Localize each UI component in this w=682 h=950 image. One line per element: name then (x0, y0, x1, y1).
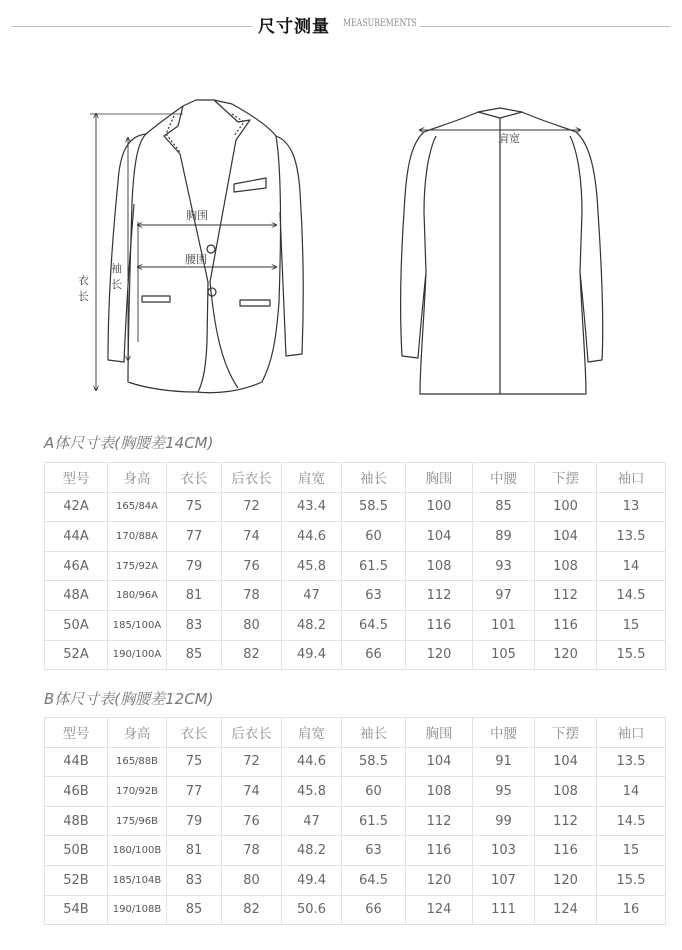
table-cell: 80 (222, 865, 282, 895)
table-cell: 46B (45, 777, 108, 807)
table-cell: 66 (342, 640, 406, 670)
table-cell: 14 (597, 551, 666, 581)
table-cell: 50A (45, 610, 108, 640)
length-label-1: 衣 (78, 274, 89, 287)
table-cell: 170/88A (108, 522, 167, 552)
table-cell: 78 (222, 836, 282, 866)
table-row (45, 610, 666, 640)
table-cell: 105 (473, 640, 535, 670)
table-cell: 48.2 (282, 610, 342, 640)
table-cell: 76 (222, 806, 282, 836)
table-cell: 13 (597, 492, 666, 522)
table-cell: 15 (597, 610, 666, 640)
jacket-back-drawing (401, 108, 603, 394)
table-cell: 108 (535, 777, 597, 807)
table-cell: 170/92B (108, 777, 167, 807)
table-cell: 108 (406, 551, 473, 581)
table-cell: 103 (473, 836, 535, 866)
table-cell: 63 (342, 581, 406, 611)
table-cell: 100 (535, 492, 597, 522)
header-title: 尺寸测量 (258, 17, 330, 37)
column-header: 后衣长 (222, 718, 282, 748)
table-cell: 50B (45, 836, 108, 866)
table-cell: 75 (167, 492, 222, 522)
table-cell: 47 (282, 581, 342, 611)
header-subtitle: MEASUREMENTS (343, 18, 417, 29)
table-cell: 44.6 (282, 747, 342, 777)
table-cell: 45.8 (282, 551, 342, 581)
length-label-2: 长 (78, 290, 89, 303)
table-header-row (45, 463, 666, 493)
column-header: 下摆 (535, 718, 597, 748)
table-cell: 116 (406, 610, 473, 640)
header-rule-right (420, 26, 670, 27)
table-cell: 48.2 (282, 836, 342, 866)
table-cell: 95 (473, 777, 535, 807)
table-cell: 80 (222, 610, 282, 640)
table-cell: 185/100A (108, 610, 167, 640)
table-cell: 58.5 (342, 492, 406, 522)
header-rule-left (12, 26, 252, 27)
jacket-front-drawing (90, 100, 303, 393)
table-cell: 99 (473, 806, 535, 836)
table-row (45, 865, 666, 895)
table-cell: 61.5 (342, 551, 406, 581)
waist-label: 腰围 (185, 253, 207, 266)
table-cell: 175/92A (108, 551, 167, 581)
column-header: 胸围 (406, 463, 473, 493)
table-cell: 61.5 (342, 806, 406, 836)
table-row (45, 522, 666, 552)
table-cell: 112 (535, 581, 597, 611)
table-cell: 116 (535, 610, 597, 640)
suit-measurement-diagram (0, 92, 682, 402)
table-row (45, 895, 666, 925)
table-row (45, 640, 666, 670)
table-cell: 190/100A (108, 640, 167, 670)
table-cell: 77 (167, 777, 222, 807)
table-cell: 64.5 (342, 610, 406, 640)
size-table-b (44, 717, 666, 925)
table-row (45, 581, 666, 611)
shoulder-label: 肩宽 (498, 132, 520, 145)
table-cell: 60 (342, 777, 406, 807)
table-cell: 54B (45, 895, 108, 925)
table-cell: 46A (45, 551, 108, 581)
column-header: 身高 (108, 463, 167, 493)
table-cell: 83 (167, 610, 222, 640)
table-cell: 85 (167, 640, 222, 670)
table-cell: 111 (473, 895, 535, 925)
column-header: 袖口 (597, 463, 666, 493)
table-cell: 15.5 (597, 865, 666, 895)
table-cell: 82 (222, 895, 282, 925)
table-cell: 124 (406, 895, 473, 925)
table-cell: 52A (45, 640, 108, 670)
table-cell: 15.5 (597, 640, 666, 670)
table-cell: 89 (473, 522, 535, 552)
column-header: 肩宽 (282, 718, 342, 748)
table-cell: 43.4 (282, 492, 342, 522)
table-cell: 16 (597, 895, 666, 925)
table-cell: 93 (473, 551, 535, 581)
table-cell: 124 (535, 895, 597, 925)
table-cell: 47 (282, 806, 342, 836)
sleeve-label-1: 袖 (111, 262, 122, 275)
table-cell: 165/88B (108, 747, 167, 777)
table-cell: 120 (406, 865, 473, 895)
column-header: 衣长 (167, 718, 222, 748)
table-cell: 83 (167, 865, 222, 895)
table-cell: 120 (406, 640, 473, 670)
sleeve-label-2: 长 (111, 278, 122, 291)
table-cell: 104 (535, 747, 597, 777)
table-b-title: B体尺寸表(胸腰差12CM) (44, 690, 214, 708)
table-cell: 104 (406, 522, 473, 552)
table-cell: 58.5 (342, 747, 406, 777)
column-header: 袖长 (342, 718, 406, 748)
table-cell: 13.5 (597, 522, 666, 552)
table-cell: 44.6 (282, 522, 342, 552)
table-cell: 116 (406, 836, 473, 866)
table-row (45, 747, 666, 777)
table-cell: 42A (45, 492, 108, 522)
table-cell: 63 (342, 836, 406, 866)
table-cell: 48A (45, 581, 108, 611)
table-cell: 190/108B (108, 895, 167, 925)
table-cell: 44B (45, 747, 108, 777)
column-header: 型号 (45, 718, 108, 748)
table-cell: 66 (342, 895, 406, 925)
table-cell: 175/96B (108, 806, 167, 836)
table-cell: 14 (597, 777, 666, 807)
table-cell: 49.4 (282, 865, 342, 895)
column-header: 中腰 (473, 718, 535, 748)
table-header-row (45, 718, 666, 748)
table-cell: 85 (167, 895, 222, 925)
column-header: 袖长 (342, 463, 406, 493)
table-cell: 64.5 (342, 865, 406, 895)
table-cell: 72 (222, 747, 282, 777)
table-cell: 14.5 (597, 806, 666, 836)
column-header: 下摆 (535, 463, 597, 493)
column-header: 后衣长 (222, 463, 282, 493)
table-cell: 14.5 (597, 581, 666, 611)
table-cell: 112 (406, 806, 473, 836)
column-header: 胸围 (406, 718, 473, 748)
table-cell: 85 (473, 492, 535, 522)
table-cell: 112 (535, 806, 597, 836)
table-cell: 79 (167, 806, 222, 836)
column-header: 衣长 (167, 463, 222, 493)
table-cell: 104 (535, 522, 597, 552)
table-a-title: A体尺寸表(胸腰差14CM) (44, 434, 214, 452)
table-cell: 74 (222, 522, 282, 552)
table-cell: 72 (222, 492, 282, 522)
table-row (45, 777, 666, 807)
table-cell: 116 (535, 836, 597, 866)
table-cell: 13.5 (597, 747, 666, 777)
table-cell: 180/96A (108, 581, 167, 611)
table-cell: 52B (45, 865, 108, 895)
column-header: 型号 (45, 463, 108, 493)
table-cell: 91 (473, 747, 535, 777)
table-cell: 77 (167, 522, 222, 552)
table-cell: 49.4 (282, 640, 342, 670)
table-cell: 120 (535, 865, 597, 895)
table-row (45, 836, 666, 866)
table-cell: 60 (342, 522, 406, 552)
table-cell: 101 (473, 610, 535, 640)
table-cell: 81 (167, 836, 222, 866)
chest-label: 胸围 (186, 209, 208, 222)
size-table-a (44, 462, 666, 670)
table-cell: 74 (222, 777, 282, 807)
table-cell: 180/100B (108, 836, 167, 866)
table-cell: 45.8 (282, 777, 342, 807)
table-cell: 112 (406, 581, 473, 611)
table-cell: 78 (222, 581, 282, 611)
column-header: 袖口 (597, 718, 666, 748)
table-cell: 81 (167, 581, 222, 611)
table-cell: 76 (222, 551, 282, 581)
table-cell: 50.6 (282, 895, 342, 925)
table-cell: 108 (535, 551, 597, 581)
table-cell: 75 (167, 747, 222, 777)
column-header: 中腰 (473, 463, 535, 493)
table-cell: 48B (45, 806, 108, 836)
table-cell: 100 (406, 492, 473, 522)
table-cell: 104 (406, 747, 473, 777)
table-cell: 15 (597, 836, 666, 866)
table-cell: 108 (406, 777, 473, 807)
table-cell: 82 (222, 640, 282, 670)
column-header: 身高 (108, 718, 167, 748)
table-cell: 97 (473, 581, 535, 611)
column-header: 肩宽 (282, 463, 342, 493)
table-cell: 44A (45, 522, 108, 552)
table-cell: 185/104B (108, 865, 167, 895)
table-cell: 165/84A (108, 492, 167, 522)
table-row (45, 551, 666, 581)
table-row (45, 806, 666, 836)
table-row (45, 492, 666, 522)
table-cell: 107 (473, 865, 535, 895)
table-cell: 79 (167, 551, 222, 581)
table-cell: 120 (535, 640, 597, 670)
